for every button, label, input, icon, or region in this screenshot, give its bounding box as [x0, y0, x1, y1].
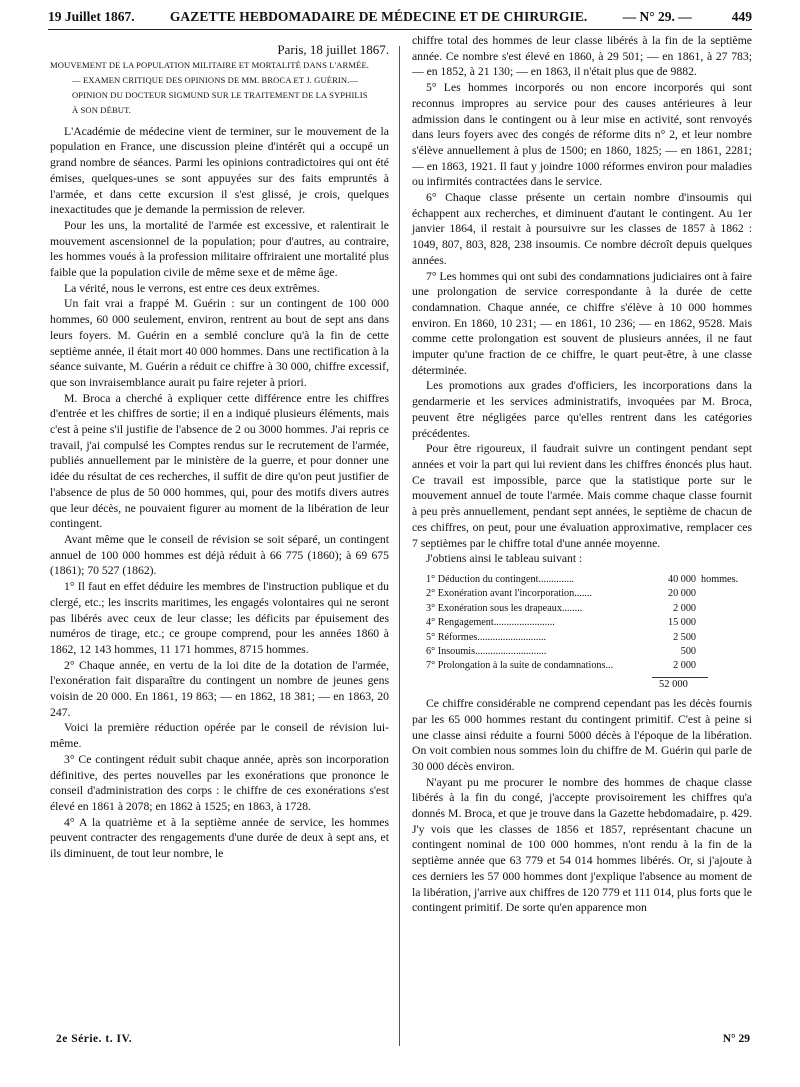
table-row-value: 15 000: [667, 617, 696, 629]
summary-line: À SON DÉBUT.: [72, 104, 132, 115]
series-footer: 2e Série. t. IV.: [56, 1033, 133, 1045]
page-number: 449: [731, 9, 752, 24]
left-column: [50, 42, 389, 862]
table-row: [412, 616, 752, 630]
table-row-value: 2 500: [673, 631, 696, 643]
table-row-label: 7° Prolongation à la suite de condamnations...: [426, 660, 614, 672]
journal-title: GAZETTE HEBDOMADAIRE DE MÉDECINE ET DE CHIRURGIE.: [169, 9, 588, 24]
table-row-value: 500: [680, 645, 696, 657]
paragraph: J'obtiens ainsi le tableau suivant :: [426, 552, 583, 566]
paragraph: Les promotions aux grades d'officiers, les incorporations dans la gendarmerie et les services administratifs, invoquées par M. Broca, peuvent être négligées parce qu'elles rentrent dans les catégories précédentes.: [412, 379, 752, 440]
summary-line: — EXAMEN CRITIQUE DES OPINIONS DE MM. BROCA ET J. GUÉRIN.—: [72, 74, 359, 85]
paragraph: 4° A la quatrième et à la septième année de service, les hommes peuvent contracter des rengagements d'une durée de deux à sept ans, et ils diminuent, de tout leur nombre, le: [50, 815, 389, 861]
right-column: [412, 33, 752, 916]
paragraph: La vérité, nous le verrons, est entre ces deux extrêmes.: [64, 281, 320, 295]
summary-line: MOUVEMENT DE LA POPULATION MILITAIRE ET MORTALITÉ DANS L'ARMÉE.: [50, 59, 370, 70]
paragraph: Voici la première réduction opérée par le conseil de révision lui-même.: [50, 721, 389, 751]
paragraph: L'Académie de médecine vient de terminer, sur le mouvement de la population en France, une discussion pleine d'intérêt qui a occupé un grand nombre de séances. Parmi les opinions contradictoires qui ont été émises, quelques-unes se sont appuyées sur des faits empruntés à l'armée, et dans cette excursion il s'est glissé, je crois, quelques inexactitudes que je demande la permission de relever.: [50, 124, 389, 217]
table-row-label: 3° Exonération sous les drapeaux........: [426, 602, 583, 614]
table-row-label: 1° Déduction du contingent..............: [426, 573, 575, 585]
page-header: [48, 6, 752, 28]
table-row-label: 6° Insoumis............................: [426, 645, 547, 657]
table-row: [412, 587, 752, 601]
paragraph: Ce chiffre considérable ne comprend cependant pas les décès fournis par les 65 000 hommes restant du contingent primitif. C'est à peine si une classe ainsi réduite a fourni 5000 décès à l'époque de la libération. On voit combien nous sommes loin du chiffre de M. Guérin qui parle de 30 000 décès environ.: [412, 697, 752, 773]
table-total: 52 000: [659, 678, 688, 690]
paragraph: 5° Les hommes incorporés ou non encore incorporés qui sont reconnus impropres au service pour des causes antérieures à leur admission dans le contingent ou à leur mise en activité, sont renvoyés dans leurs foyers avec des congés de réforme dits n° 2, et leur nombre s'élève annuellement à plus de 1500; en 1860, 1825; — en 1861, 2281; — en 1863, 1921. Il faut y joindre 1000 réformes environ pour maladies ou infirmités contractées dans le service.: [412, 81, 752, 189]
table-row-label: 4° Rengagement........................: [426, 617, 555, 629]
table-row: [412, 645, 752, 659]
paragraph: 2° Chaque année, en vertu de la loi dite de la dotation de l'armée, l'exonération fait disparaître du contingent un nombre de jeunes gens voisin de 20 000. En 1861, 19 863; — en 1862, 18 381; — en 1863, 20 247.: [50, 658, 389, 719]
table-row: [412, 573, 752, 587]
table-row: [412, 659, 752, 673]
article-summary: [50, 58, 389, 118]
paragraph: N'ayant pu me procurer le nombre des hommes de chaque classe libérés à la fin du congé, j'accepte provisoirement les chiffres qu'a donnés M. Broca, et que je trouve dans la Gazette hebdomadaire, p. 429. J'y vois que les classes de 1856 et 1857, représentant chacune un contingent nominal de 100 000 hommes, n'ont rendu à la fin de la septième année que 63 779 et 54 014 hommes libérés. Or, si j'ajoute à ces derniers les 57 000 hommes dont j'explique l'absence au moment de la libération, j'arrive aux chiffres de 120 779 et 111 014, plus forts que le contingent primitif. De sorte qu'en apparence mon: [412, 775, 752, 915]
table-row: [412, 631, 752, 645]
table-row-value: 20 000: [667, 588, 696, 600]
issue-footer: N° 29: [722, 1033, 750, 1045]
table-row-value: 40 000: [667, 573, 696, 585]
paragraph: Avant même que le conseil de révision se soit séparé, un contingent annuel de 100 000 hommes est déjà réduit à 66 775 (1860); à 69 675 (1861); 70 527 (1862).: [50, 532, 389, 578]
article-dateline: Paris, 18 juillet 1867.: [277, 42, 389, 57]
column-divider: [399, 46, 400, 1046]
table-row-value: 2 000: [673, 602, 696, 614]
issue-number: — N° 29. —: [622, 9, 692, 24]
paragraph: 3° Ce contingent réduit subit chaque année, après son incorporation définitive, des pertes nouvelles par les exonérations que prononce le conseil d'administration des corps : le chiffre de ces exonérations s'est élevé en 1861 à 2078; en 1862 à 1525; en 1863, à 1728.: [50, 752, 389, 813]
paragraph: Un fait vrai a frappé M. Guérin : sur un contingent de 100 000 hommes, 60 000 seulement, environ, rentrent au bout de sept ans dans leurs foyers. M. Guérin en a semblé conclure qu'à la fin de cette septième année, il était mort 40 000 hommes. Dans une rectification à la séance suivante, M. Guérin a réduit ce chiffre à 30 000, chiffre excessif, que son invraisemblance aurait pu faire rejeter à priori.: [50, 297, 389, 389]
table-row-label: 2° Exonération avant l'incorporation.......: [426, 588, 593, 600]
header-rule: [48, 29, 752, 30]
paragraph: chiffre total des hommes de leur classe libérés à la fin de la septième année. Ce nombre s'est élevé en 1860, à 29 501; — en 1861, à 27 783; — en 1852, à 21 130; — en 1863, il n'était plus que de 9882.: [412, 34, 752, 79]
summary-line: OPINION DU DOCTEUR SIGMUND SUR LE TRAITEMENT DE LA SYPHILIS: [72, 89, 368, 100]
table-row-label: 5° Réformes...........................: [426, 631, 547, 643]
paragraph: 1° Il faut en effet déduire les membres de l'instruction publique et du clergé, etc.; les inscrits maritimes, les engagés volontaires qui ne seront pas libérés avec ceux de leur classe; les déficits par épuisement des numéros de tirage, etc.; ce groupe comprend, pour les années 1860 à 1862, 12 143 hommes, 11 171 hommes, 8715 hommes.: [50, 580, 389, 656]
table-row-value: 2 000: [673, 660, 696, 672]
paragraph: M. Broca a cherché à expliquer cette différence entre les chiffres d'entrée et les chiffres de sortie; il en a indiqué plusieurs éléments, mais c'est à peine s'il justifie de l'absence de 2 ou 3000 hommes. J'ai repris ce travail, j'ai compulsé les Comptes rendus sur le recrutement de l'armée, publiés annuellement par le ministère de la guerre, et pour donner une idée du résultat de ces recherches, il suffit de dire qu'on peut justifier de l'absence de plus de 50 000 hommes, qui, pour des motifs divers autres que leur décès, ne pouvaient figurer au moment de la libération de leur contingent.: [50, 391, 389, 531]
paragraph: 6° Chaque classe présente un certain nombre d'insoumis qui échappent aux recherches, et diminuent d'autant le contingent. Au 1er janvier 1864, il restait à poursuivre sur les classes de 1857 à 1862 : 1049, 807, 803, 828, 238 insoumis. Ce nombre décroît depuis quelques années.: [412, 191, 752, 267]
paragraph: Pour les uns, la mortalité de l'armée est excessive, et ralentirait le mouvement ascensionnel de la population; pour d'autres, au contraire, les hommes voués à la profession militaire offriraient une mortalité plus faible que la population civile de même sexe et de même âge.: [50, 218, 389, 280]
paragraph: 7° Les hommes qui ont subi des condamnations judiciaires ont à faire une prolongation de service correspondante à la durée de cette condamnation. Chaque année, ce chiffre s'élève à 10 000 hommes environ. En 1860, 10 231; — en 1861, 10 236; — en 1862, 9528. Mais comme cette prolongation est souvent de plusieurs années, il ne faut imputer qu'une fraction de ce chiffre, le quart peut-être, à une classe déterminée.: [412, 269, 752, 377]
table-row: [412, 602, 752, 616]
header-date: 19 Juillet 1867.: [48, 9, 135, 24]
deduction-table: [412, 573, 752, 692]
table-row-unit: hommes.: [701, 573, 739, 585]
paragraph: Pour être rigoureux, il faudrait suivre un contingent pendant sept années et voir la part qui lui revient dans les chiffres énoncés plus haut. Ce travail est impossible, parce que la statistique porte sur le mouvement annuel de toute l'armée. Mais comme chaque classe fournit à peu près annuellement, pendant sept années, le septième de chacun de ces chiffres, on peut, pour une évaluation approximative, remplacer ces 7 septièmes par le chiffre total d'une année moyenne.: [412, 442, 752, 550]
